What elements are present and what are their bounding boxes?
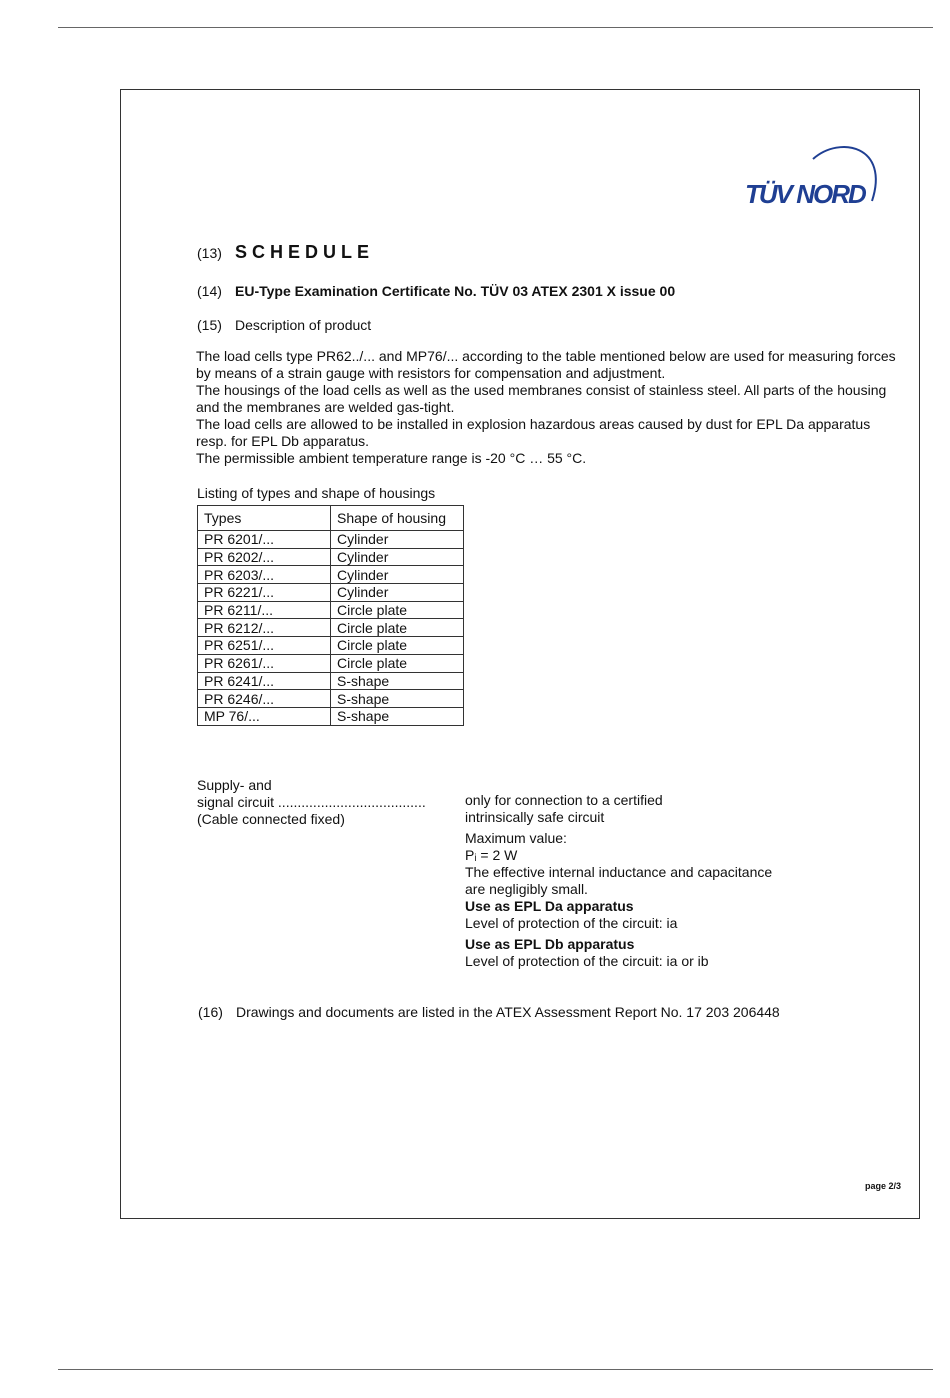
supply-label-line2 xyxy=(197,794,426,811)
section-14-number: (14) xyxy=(197,283,222,299)
table-row xyxy=(198,531,464,549)
table-cell-shape: Circle plate xyxy=(331,619,464,637)
section-15-number: (15) xyxy=(197,317,222,333)
description-heading: Description of product xyxy=(235,317,372,333)
table-cell-type: PR 6202/... xyxy=(198,548,331,566)
table-cell-shape: Circle plate xyxy=(331,601,464,619)
table-header-cell: Shape of housing xyxy=(331,506,464,531)
leader-dots: ...................................... xyxy=(277,794,426,810)
bottom-rule xyxy=(58,1369,933,1370)
table-header-cell: Types xyxy=(198,506,331,531)
table-cell-shape: S-shape xyxy=(331,672,464,690)
table-cell-type: PR 6211/... xyxy=(198,601,331,619)
drawings-reference: Drawings and documents are listed in the ATEX Assessment Report No. 17 203 206448 xyxy=(236,1004,780,1020)
table-cell-type: MP 76/... xyxy=(198,707,331,725)
table-cell-shape: Cylinder xyxy=(331,566,464,584)
epl-da-level: Level of protection of the circuit: ia xyxy=(465,915,678,931)
tuv-nord-logo xyxy=(745,141,885,211)
table-cell-type: PR 6261/... xyxy=(198,654,331,672)
table-cell-shape: S-shape xyxy=(331,707,464,725)
supply-label-line3: (Cable connected fixed) xyxy=(197,811,345,827)
logo-text: TÜV NORD xyxy=(745,179,865,209)
table-row xyxy=(198,690,464,708)
table-row xyxy=(198,672,464,690)
table-cell-shape: Circle plate xyxy=(331,654,464,672)
table-cell-type: PR 6241/... xyxy=(198,672,331,690)
table-cell-type: PR 6221/... xyxy=(198,584,331,602)
table-row xyxy=(198,601,464,619)
connection-line2: intrinsically safe circuit xyxy=(465,809,605,825)
table-cell-type: PR 6246/... xyxy=(198,690,331,708)
table-cell-shape: S-shape xyxy=(331,690,464,708)
inductance-line2: are negligibly small. xyxy=(465,881,588,897)
table-cell-type: PR 6203/... xyxy=(198,566,331,584)
section-14 xyxy=(197,283,675,299)
table-row xyxy=(198,548,464,566)
table-cell-shape: Cylinder xyxy=(331,584,464,602)
product-description xyxy=(196,348,896,467)
page-number: page 2/3 xyxy=(865,1181,902,1191)
types-table xyxy=(197,505,464,726)
epl-db-title: Use as EPL Db apparatus xyxy=(465,936,635,952)
table-caption: Listing of types and shape of housings xyxy=(197,485,436,501)
description-paragraph: The load cells are allowed to be installed in explosion hazardous areas caused by dust for EPL Da apparatus resp. for EPL Db apparatus. xyxy=(196,416,871,449)
epl-da-title: Use as EPL Da apparatus xyxy=(465,898,634,914)
inductance-line1: The effective internal inductance and capacitance xyxy=(465,864,773,880)
section-13 xyxy=(197,242,374,263)
table-row xyxy=(198,566,464,584)
table-cell-type: PR 6251/... xyxy=(198,637,331,655)
table-cell-type: PR 6212/... xyxy=(198,619,331,637)
section-16 xyxy=(198,1004,780,1020)
supply-circuit-details xyxy=(465,792,865,970)
supply-label-line1: Supply- and xyxy=(197,777,272,793)
power-value: Pᵢ = 2 W xyxy=(465,847,518,863)
epl-db-level: Level of protection of the circuit: ia or ib xyxy=(465,953,709,969)
top-rule xyxy=(58,27,933,28)
section-15 xyxy=(197,317,371,333)
table-row xyxy=(198,619,464,637)
signal-circuit-label: signal circuit xyxy=(197,794,275,810)
table-cell-shape: Cylinder xyxy=(331,548,464,566)
certificate-number-title: EU-Type Examination Certificate No. TÜV 03 ATEX 2301 X issue 00 xyxy=(235,283,676,299)
schedule-title: SCHEDULE xyxy=(235,242,375,262)
table-cell-type: PR 6201/... xyxy=(198,531,331,549)
description-paragraph: The load cells type PR62../... and MP76/... according to the table mentioned below are used for measuring forces by means of a strain gauge with resistors for compensation and adjustment. xyxy=(196,348,896,381)
supply-circuit-label xyxy=(197,777,426,828)
table-cell-shape: Cylinder xyxy=(331,531,464,549)
table-cell-shape: Circle plate xyxy=(331,637,464,655)
section-13-number: (13) xyxy=(197,245,222,261)
description-paragraph: The permissible ambient temperature range is -20 °C … 55 °C. xyxy=(196,450,587,466)
section-16-number: (16) xyxy=(198,1004,223,1020)
table-row xyxy=(198,654,464,672)
table-row xyxy=(198,637,464,655)
table-header-row xyxy=(198,506,464,531)
connection-line1: only for connection to a certified xyxy=(465,792,663,808)
description-paragraph: The housings of the load cells as well as the used membranes consist of stainless steel. All parts of the housing and the membranes are welded gas-tight. xyxy=(196,382,887,415)
table-row xyxy=(198,707,464,725)
table-row xyxy=(198,584,464,602)
maximum-value-label: Maximum value: xyxy=(465,830,567,846)
